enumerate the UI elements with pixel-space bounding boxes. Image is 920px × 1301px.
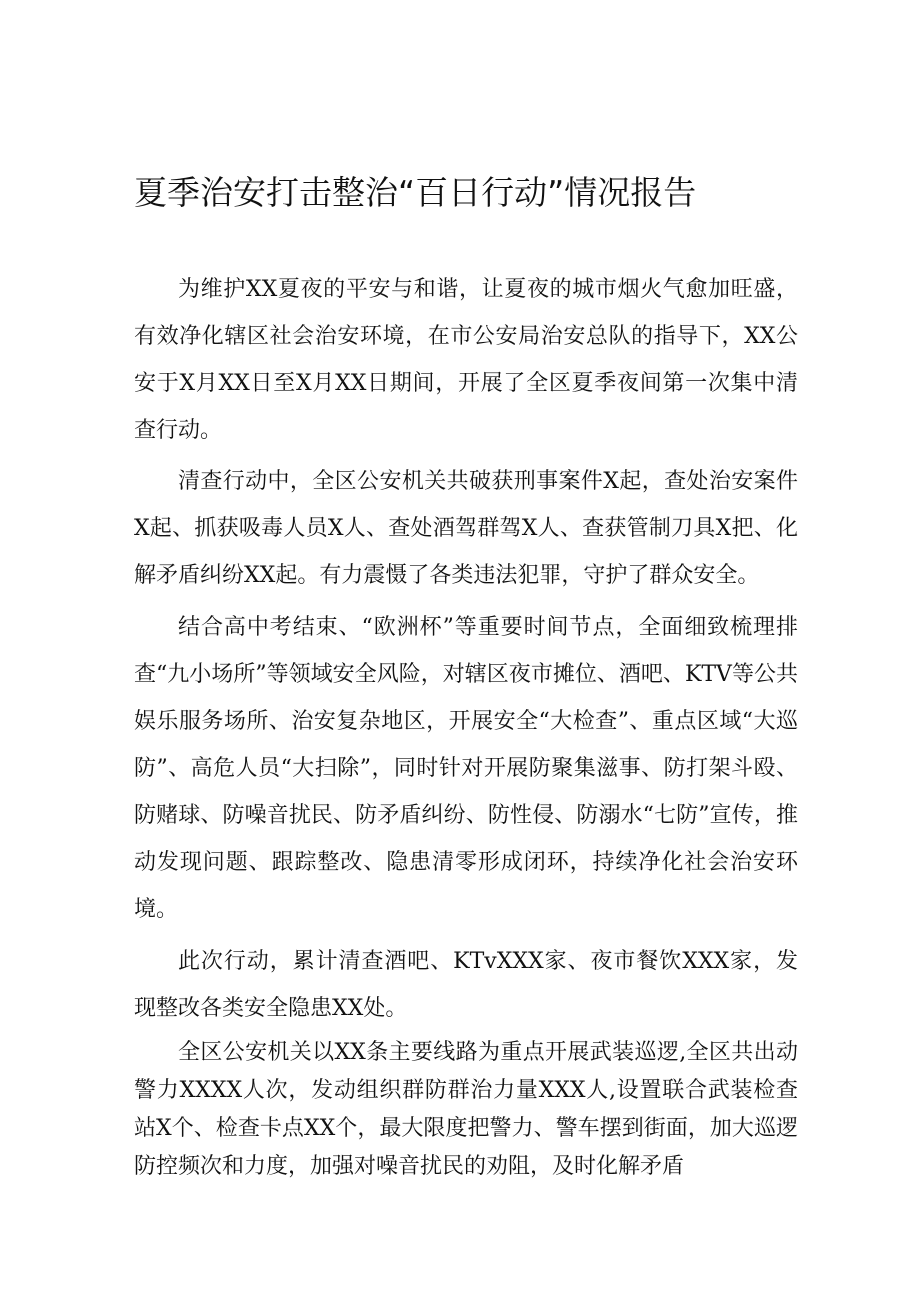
paragraph-inspection-count: 此次行动，累计清查酒吧、KTvXXX家、夜市餐饮XXX家，发现整改各类安全隐患XX处。 [134, 949, 798, 1021]
paragraph-patrol: 全区公安机关以XX条主要线路为重点开展武装巡逻,全区共出动警力XXXX人次，发动组织群防群治力量XXX人,设置联合武装检查站X个、检查卡点XX个，最大限度把警力、警车摆到街面，加大巡逻防控频次和力度，加强对噪音扰民的劝阻，及时化解矛盾 [134, 1040, 798, 1179]
document-title: 夏季治安打击整治“百日行动”情况报告 [134, 173, 697, 212]
paragraph-results: 清查行动中，全区公安机关共破获刑事案件X起，查处治安案件X起、抓获吸毒人员X人、查处酒驾群驾X人、查获管制刀具X把、化解矛盾纠纷XX起。有力震慑了各类违法犯罪，守护了群众安全。 [134, 469, 798, 588]
paragraph-intro: 为维护XX夏夜的平安与和谐，让夏夜的城市烟火气愈加旺盛，有效净化辖区社会治安环境，在市公安局治安总队的指导下，XX公安于X月XX日至X月XX日期间，开展了全区夏季夜间第一次集中清查行动。 [134, 277, 798, 443]
paragraph-measures: 结合高中考结束、“欧洲杯”等重要时间节点，全面细致梳理排查“九小场所”等领域安全风险，对辖区夜市摊位、酒吧、KTV等公共娱乐服务场所、治安复杂地区，开展安全“大检查”、重点区域“大巡防”、高危人员“大扫除”，同时针对开展防聚集滋事、防打架斗殴、防赌球、防噪音扰民、防矛盾纠纷、防性侵、防溺水“七防”宣传，推动发现问题、跟踪整改、隐患清零形成闭环，持续净化社会治安环境。 [134, 615, 798, 922]
